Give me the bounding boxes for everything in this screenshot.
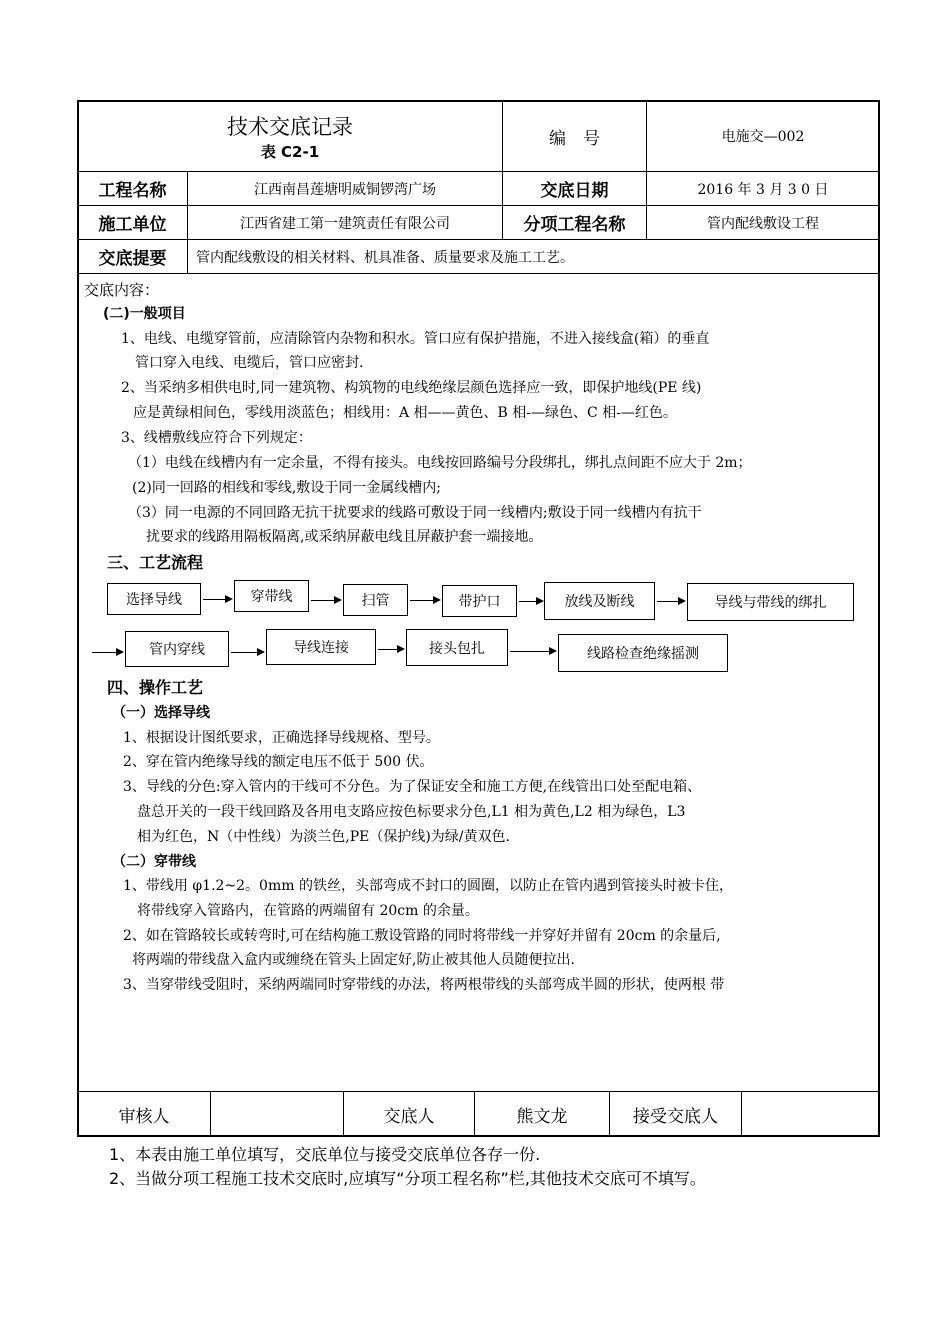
section-process-title: 三、工艺流程: [107, 553, 204, 572]
flow-arrow: [519, 601, 542, 602]
summary-label: 交底提要: [98, 249, 167, 269]
flow-arrow: [203, 599, 231, 600]
flow-arrow: [657, 601, 684, 602]
form-title: 技术交底记录: [227, 115, 353, 139]
text-line: 3、当穿带线受阻时，采纳两端同时穿带线的办法，将两根带线的头部弯成半圆的形状，使两根 带: [123, 977, 725, 993]
text-line: 2、穿在管内绝缘导线的额定电压不低于 500 伏。: [123, 754, 434, 770]
text-line: 将带线穿入管路内，在管路的两端留有 20cm 的余量。: [137, 903, 479, 919]
flow-step: 放线及断线: [544, 582, 655, 620]
date-value: 2016 年 3 月 3 0 日: [697, 181, 829, 198]
code-label: 编 号: [549, 128, 600, 149]
presenter-label: 交底人: [383, 1106, 435, 1127]
text-line: 1、带线用 φ1.2~2。0mm 的铁丝，头部弯成不封口的圆圈，以防止在管内遇到管接头时被卡住，: [123, 878, 733, 894]
text-line: 应是黄绿相间色，零线用淡蓝色；相线用：A 相——黄色、B 相-—绿色、C 相-—红色。: [133, 405, 677, 421]
section-operation-title: 四、操作工艺: [107, 678, 204, 697]
flow-arrow: [378, 649, 403, 650]
contractor-label: 施工单位: [98, 215, 167, 235]
row-divider: [77, 273, 880, 274]
text-line: 1、根据设计图纸要求，正确选择导线规格、型号。: [123, 730, 440, 746]
contractor-value: 江西省建工第一建筑责任有限公司: [240, 215, 450, 232]
flow-step: 选择导线: [107, 583, 201, 615]
subsection-pull-wire-title: （二）穿带线: [112, 854, 196, 870]
footnote: 1、本表由施工单位填写，交底单位与接受交底单位各存一份.: [109, 1145, 541, 1164]
flow-arrow: [311, 600, 340, 601]
form-number: 表 C2-1: [260, 143, 320, 161]
text-line: 1、电线、电缆穿管前，应清除管内杂物和积水。管口应有保护措施，不进入接线盒(箱）的垂直: [121, 331, 710, 347]
subproject-value: 管内配线敷设工程: [707, 215, 819, 232]
text-line: 盘总开关的一段干线回路及各用电支路应按色标要求分色,L1 相为黄色,L2 相为绿色，L3: [137, 804, 686, 820]
footnote: 2、当做分项工程施工技术交底时,应填写“分项工程名称”栏,其他技术交底可不填写。: [109, 1169, 706, 1188]
presenter-value: 熊文龙: [516, 1106, 568, 1127]
flow-step: 带护口: [442, 585, 517, 617]
subsection-wire-select-title: （一）选择导线: [112, 705, 210, 721]
text-line: 2、当采纳多相供电时,同一建筑物、构筑物的电线绝缘层颜色选择应一致，即保护地线(PE 线): [121, 380, 702, 396]
project-name-value: 江西南昌莲塘明威铜锣湾广场: [254, 181, 436, 198]
project-name-label: 工程名称: [98, 181, 167, 201]
date-label: 交底日期: [540, 181, 609, 201]
text-line: 扰要求的线路用隔板隔离,或采纳屏蔽电线且屏蔽护套一端接地。: [146, 529, 543, 545]
text-line: 相为红色，N（中性线）为淡兰色,PE（保护线)为绿/黄双色.: [137, 829, 510, 845]
text-line: 3、导线的分色:穿入管内的干线可不分色。为了保证安全和施工方便,在线管出口处至配电箱、: [123, 779, 702, 795]
text-line: 3、线槽敷线应符合下列规定：: [121, 430, 312, 446]
reviewer-label: 审核人: [118, 1106, 170, 1127]
flow-step: 接头包扎: [406, 629, 508, 666]
flow-step: 导线与带线的绑扎: [687, 583, 854, 621]
flow-step: 穿带线: [234, 580, 309, 612]
flow-arrow: [231, 652, 263, 653]
flow-arrow: [510, 651, 555, 652]
content-heading: 交底内容：: [84, 281, 160, 299]
text-line: 将两端的带线盘入盒内或缠绕在管头上固定好,防止被其他人员随便拉出.: [132, 952, 575, 968]
receiver-label: 接受交底人: [633, 1106, 718, 1127]
row-divider: [77, 239, 880, 240]
flow-step: 导线连接: [266, 629, 376, 665]
text-line: （3）同一电源的不同回路无抗干扰要求的线路可敷设于同一线槽内;敷设于同一线槽内有抗干: [128, 505, 702, 521]
text-line: (2)同一回路的相线和零线,敷设于同一金属线槽内;: [132, 480, 441, 496]
code-value: 电施交—002: [721, 129, 805, 145]
summary-value: 管内配线敷设的相关材料、机具准备、质量要求及施工工艺。: [196, 250, 574, 266]
text-line: （1）电线在线槽内有一定余量，不得有接头。电线按回路编号分段绑扎，绑扎点间距不应大于 2m；: [128, 455, 752, 471]
flow-step: 扫管: [343, 584, 408, 616]
subproject-label: 分项工程名称: [523, 215, 626, 235]
text-line: 管口穿入电线、电缆后，管口应密封.: [135, 355, 364, 371]
flow-step: 线路检查绝缘摇测: [558, 634, 728, 672]
flow-arrow: [92, 652, 122, 653]
text-line: 2、如在管路较长或转弯时,可在结构施工敷设管路的同时将带线一并穿好并留有 20cm 的余量后,: [123, 928, 721, 944]
reviewer-value: [211, 1092, 343, 1136]
flow-step: 管内穿线: [125, 631, 229, 667]
flow-arrow: [410, 600, 439, 601]
receiver-value: [742, 1092, 879, 1136]
section-general-title: (二)一般项目: [103, 306, 186, 322]
